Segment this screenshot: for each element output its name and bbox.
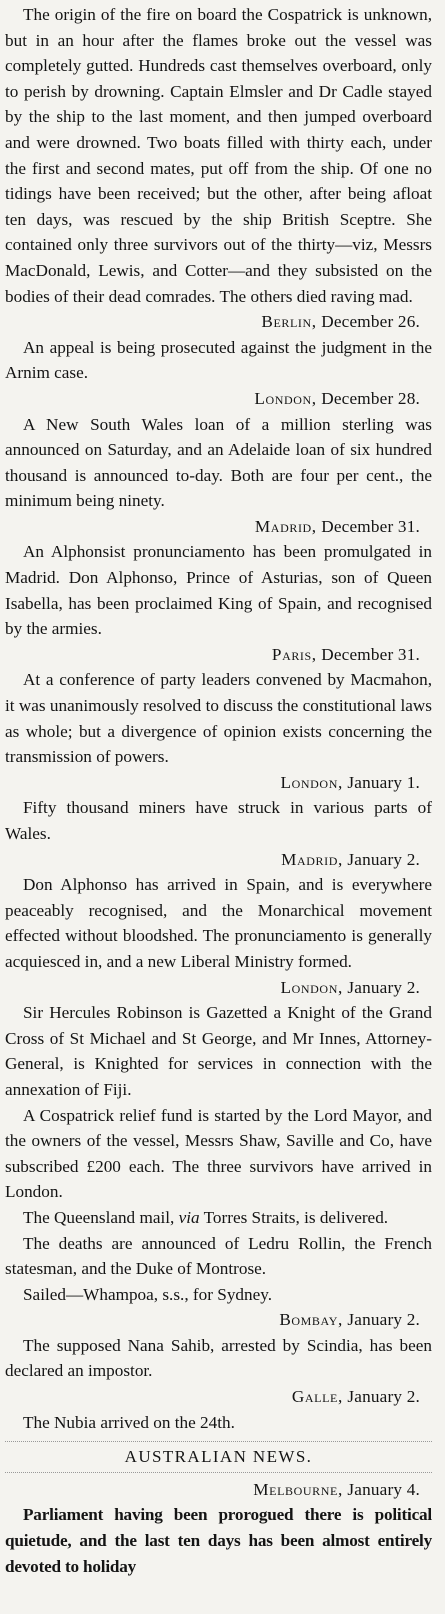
dateline-madrid-dec31 — [5, 514, 432, 540]
dateline-date: December 31. — [321, 516, 420, 536]
mail-text-post: Torres Straits, is delivered. — [203, 1207, 389, 1227]
paragraph-deaths: The deaths are announced of Ledru Rollin, the French statesman, and the Duke of Montrose. — [5, 1233, 432, 1279]
mail-text-via: via — [178, 1207, 200, 1227]
dateline-date: January 2. — [347, 1387, 420, 1407]
paragraph-macmahon: At a conference of party leaders convened by Macmahon, it was unanimously resolved to discuss the constitutional laws as whole; but a divergence of opinion exists concerning the transmission of powers. — [5, 670, 432, 767]
dateline-bombay — [5, 1307, 432, 1333]
paragraph-nana-sahib: The supposed Nana Sahib, arrested by Scindia, has been declared an impostor. — [5, 1335, 432, 1381]
dateline-madrid-jan2 — [5, 847, 432, 873]
paragraph-parliament: Parliament having been prorogued there is political quietude, and the last ten days has been almost entirely devoted to holiday — [5, 1505, 432, 1576]
dateline-london-jan2 — [5, 975, 432, 1001]
dateline-place: Berlin, — [261, 312, 317, 332]
dateline-date: January 2. — [347, 1310, 420, 1330]
paragraph-miners: Fifty thousand miners have struck in various parts of Wales. — [5, 798, 432, 843]
section-heading-australian-news: AUSTRALIAN NEWS. — [5, 1441, 432, 1473]
dateline-date: January 2. — [347, 849, 420, 869]
paragraph-queensland-mail — [5, 1205, 432, 1231]
paragraph-sailed: Sailed—Whampoa, s.s., for Sydney. — [23, 1284, 273, 1304]
dateline-berlin — [5, 309, 432, 335]
dateline-place: Galle, — [291, 1387, 343, 1407]
paragraph-nubia: The Nubia arrived on the 24th. — [23, 1412, 235, 1432]
paragraph-arnim-case: An appeal is being prosecuted against the judgment in the Arnim case. — [5, 337, 432, 383]
dateline-date: December 28. — [321, 388, 420, 408]
paragraph-don-alphonso: Don Alphonso has arrived in Spain, and is everywhere peaceably recognised, and the Monarchical movement effected without bloodshed. The pronunciamento is generally acquiesced in, and a new Liberal Ministry formed. — [5, 875, 432, 971]
dateline-date: December 31. — [321, 644, 420, 664]
dateline-place: Madrid, — [254, 516, 317, 536]
mail-text-pre: The Queensland mail, — [23, 1207, 175, 1227]
dateline-date: December 26. — [321, 312, 420, 332]
dateline-place: Melbourne, — [253, 1479, 343, 1499]
dateline-place: London, — [280, 772, 343, 792]
paragraph-alphonsist: An Alphonsist pronunciamento has been promulgated in Madrid. Don Alphonso, Prince of Asturias, son of Queen Isabella, has been proclaimed King of Spain, and recognised by the armies. — [5, 542, 432, 639]
dateline-melbourne — [5, 1477, 432, 1503]
paragraph-hercules-robinson: Sir Hercules Robinson is Gazetted a Knight of the Grand Cross of St Michael and St George, and Mr Innes, Attorney-General, is Knighted for services in connection with the annexation of Fiji. — [5, 1003, 432, 1099]
dateline-place: Paris, — [271, 644, 317, 664]
dateline-date: January 4. — [347, 1479, 420, 1499]
paragraph-cospatrick-fire: The origin of the fire on board the Cospatrick is unknown, but in an hour after the flames broke out the vessel was completely gutted. Hundreds cast themselves overboard, only to perish by drowning. Captain Elmsler and Dr Cadle stayed by the ship to the last moment, and then jumped overboard and were drowned. Two boats filled with thirty each, under the first and second mates, put off from the ship. Of one no tidings have been received; but the other, after being afloat ten days, was rescued by the ship British Sceptre. She contained only three survivors out of the thirty—viz, Messrs MacDonald, Lewis, and Cotter—and they subsisted on the bodies of their dead comrades. The others died raving mad. — [5, 5, 432, 306]
dateline-galle — [5, 1384, 432, 1410]
paragraph-loans: A New South Wales loan of a million sterling was announced on Saturday, and an Adelaide loan of six hundred thousand is announced to-day. Both are four per cent., the minimum being ninety. — [5, 414, 432, 511]
dateline-place: London, — [254, 388, 317, 408]
dateline-paris-dec31 — [5, 642, 432, 668]
dateline-place: London, — [280, 977, 343, 997]
dateline-date: January 1. — [347, 772, 420, 792]
dateline-date: January 2. — [347, 977, 420, 997]
paragraph-relief-fund: A Cospatrick relief fund is started by the Lord Mayor, and the owners of the vessel, Messrs Shaw, Saville and Co, have subscribed £200 each. The three survivors have arrived in London. — [5, 1105, 432, 1202]
dateline-london-jan1 — [5, 770, 432, 796]
dateline-place: Bombay, — [279, 1310, 343, 1330]
dateline-place: Madrid, — [281, 849, 343, 869]
dateline-london-dec28 — [5, 386, 432, 412]
